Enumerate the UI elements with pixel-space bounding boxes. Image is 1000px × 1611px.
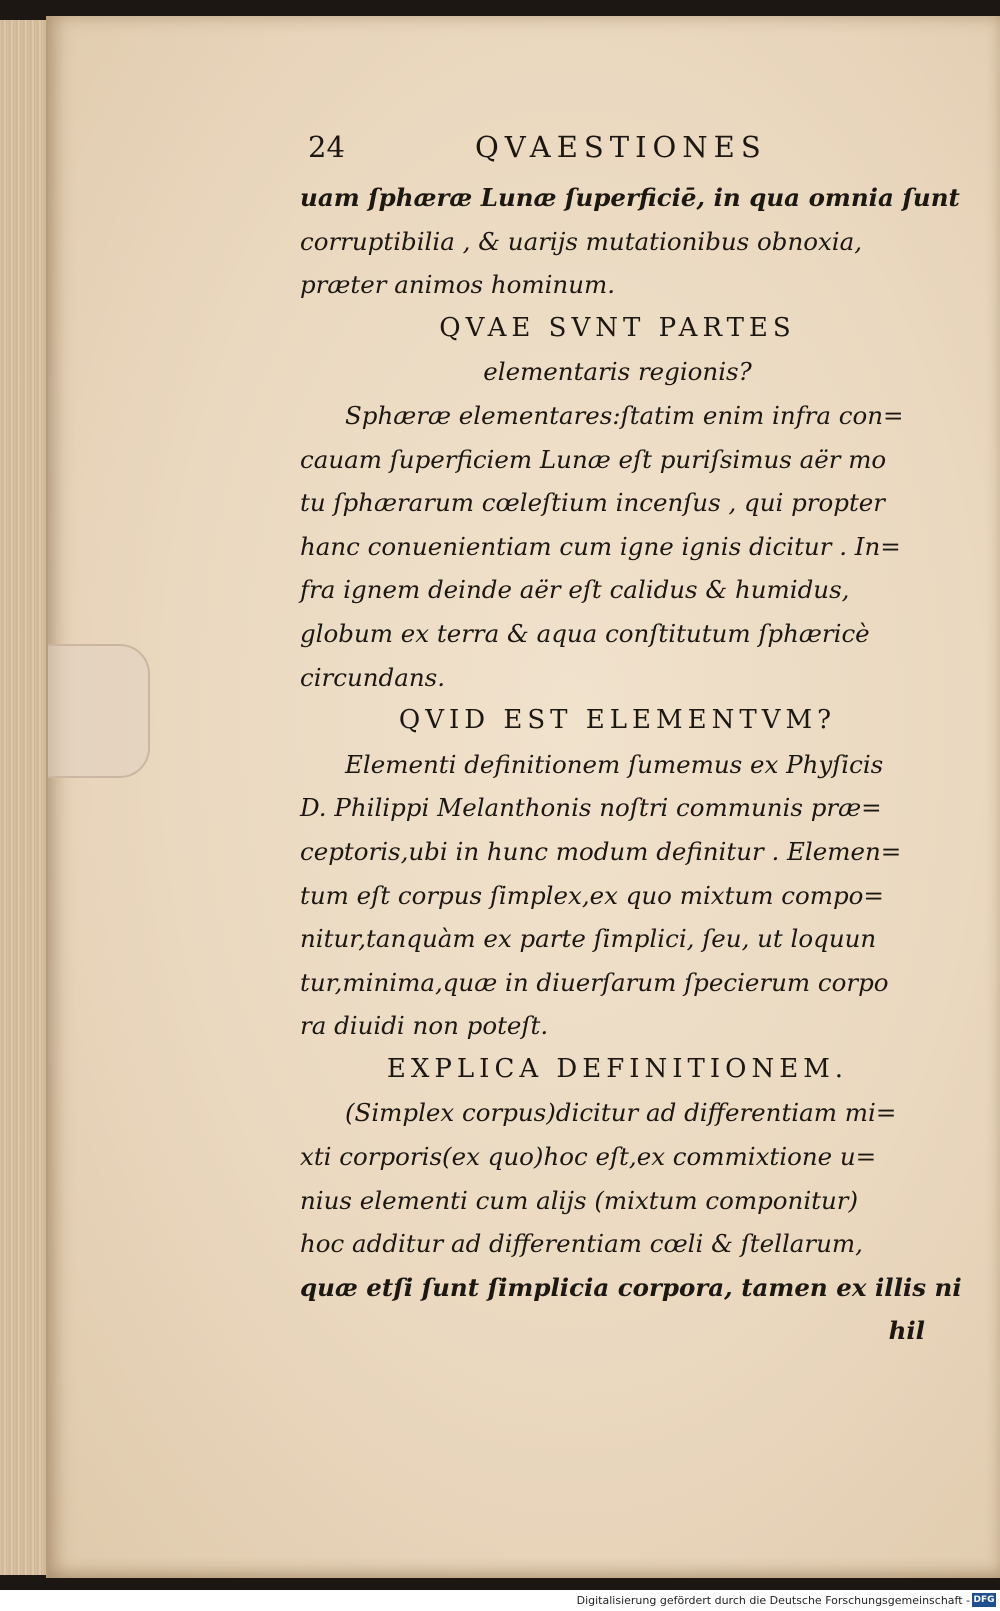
- text-line: D. Philippi Melanthonis noſtri communis præ=: [300, 793, 882, 823]
- text-line: ra diuidi non poteſt.: [300, 1011, 549, 1041]
- dfg-logo: DFG: [973, 1595, 995, 1605]
- text-line: xti corporis(ex quo)hoc eſt,ex commixtione u=: [300, 1142, 877, 1172]
- text-line: hanc conuenientiam cum igne ignis dicitur . In=: [300, 531, 901, 561]
- catchword: hil: [888, 1316, 925, 1346]
- section-heading-parts: QVAE SVNT PARTES: [439, 312, 796, 343]
- running-title: QVAESTIONES: [475, 130, 767, 164]
- text-line: tum eſt corpus ſimplex,ex quo mixtum compo=: [300, 880, 884, 910]
- text-line: quæ etſi ſunt ſimplicia corpora, tamen ex illis ni: [300, 1272, 962, 1302]
- text-line: fra ignem deinde aër eſt calidus & humidus,: [300, 575, 850, 605]
- text-line: tu ſphærarum cœleſtium incenſus , qui propter: [300, 488, 885, 518]
- page-tab-marker: [48, 644, 150, 778]
- running-head: [300, 120, 935, 176]
- text-line: tur,minima,quæ in diuerſarum ſpecierum corpo: [300, 967, 889, 997]
- text-line: Sphæræ elementares:ſtatim enim infra con=: [345, 400, 904, 430]
- section-heading-sub: elementaris regionis?: [483, 357, 752, 387]
- text-line: hoc additur ad differentiam cœli & ſtellarum,: [300, 1229, 863, 1259]
- page-text: [300, 120, 962, 1353]
- text-line: globum ex terra & aqua conſtitutum ſphæricè: [300, 618, 870, 648]
- text-line: circundans.: [300, 662, 445, 692]
- funding-credit: Digitalisierung gefördert durch die Deutsche Forschungsgemeinschaft -: [576, 1594, 970, 1607]
- text-line: (Simplex corpus)dicitur ad differentiam mi=: [345, 1098, 897, 1128]
- text-line: ceptoris,ubi in hunc modum definitur . Elemen=: [300, 836, 902, 866]
- text-line: Elementi definitionem ſumemus ex Phyſicis: [345, 749, 884, 779]
- page-number: 24: [308, 130, 345, 164]
- text-line: uam ſphæræ Lunæ ſuperficiē, in qua omnia ſunt: [300, 183, 960, 212]
- text-line: corruptibilia , & uarijs mutationibus obnoxia,: [300, 226, 863, 256]
- footer-bar: [0, 1590, 1000, 1611]
- section-heading-elementum: QVID EST ELEMENTVM?: [398, 705, 837, 736]
- text-line: nius elementi cum alijs (mixtum componitur): [300, 1185, 859, 1215]
- text-line: præter animos hominum.: [300, 270, 616, 300]
- text-line: cauam ſuperficiem Lunæ eſt puriſsimus aër mo: [300, 444, 887, 474]
- section-heading-explica: EXPLICA DEFINITIONEM.: [386, 1053, 849, 1084]
- text-line: nitur,tanquàm ex parte ſimplici, ſeu, ut loquun: [300, 924, 877, 954]
